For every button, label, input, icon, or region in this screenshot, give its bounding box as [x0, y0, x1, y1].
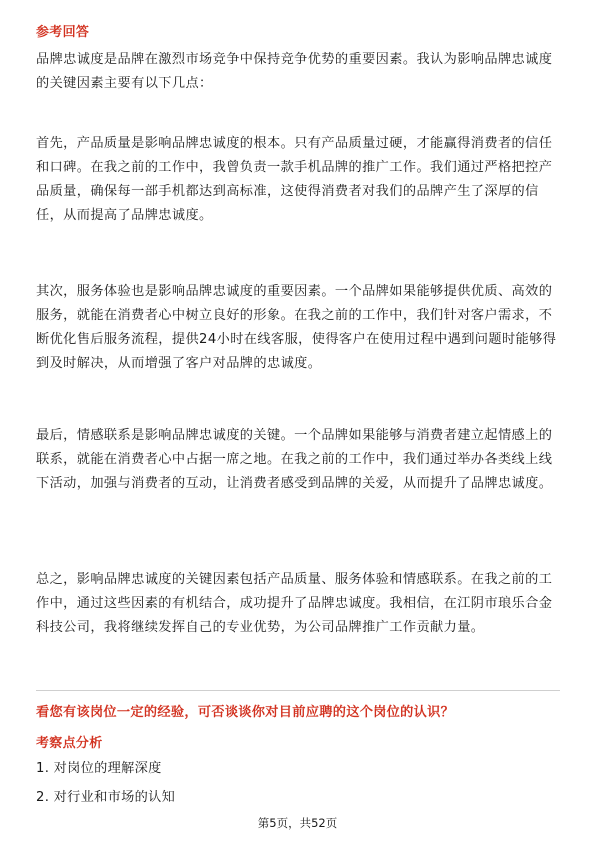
answer-label: 参考回答 [36, 25, 90, 40]
paragraph-quality: 首先，产品质量是影响品牌忠诚度的根本。只有产品质量过硬，才能赢得消费者的信任和口碑。在我之前的工作中，我曾负责一款手机品牌的推广工作。我们通过严格把控产品质量，确保每一部手机都达到高标准，这使得消费者对我们的品牌产生了深厚的信任，从而提高了品牌忠诚度。 [36, 136, 553, 223]
interview-question: 看您有该岗位一定的经验，可否谈谈你对目前应聘的这个岗位的认识？ [36, 705, 455, 720]
section-divider [36, 690, 560, 691]
analysis-label: 考察点分析 [36, 736, 103, 751]
paragraph-intro: 品牌忠诚度是品牌在激烈市场竞争中保持竞争优势的重要因素。我认为影响品牌忠诚度的关键因素主要有以下几点： [36, 52, 553, 91]
page-number-footer: 第5页，共52页 [257, 816, 338, 830]
paragraph-summary: 总之，影响品牌忠诚度的关键因素包括产品质量、服务体验和情感联系。在我之前的工作中，通过这些因素的有机结合，成功提升了品牌忠诚度。我相信，在江阴市琅乐合金科技公司，我将继续发挥自己的专业优势，为公司品牌推广工作贡献力量。 [36, 572, 553, 635]
analysis-item: 1. 对岗位的理解深度 [36, 761, 162, 776]
paragraph-emotion: 最后，情感联系是影响品牌忠诚度的关键。一个品牌如果能够与消费者建立起情感上的联系，就能在消费者心中占据一席之地。在我之前的工作中，我们通过举办各类线上线下活动，加强与消费者的互动，让消费者感受到品牌的关爱，从而提升了品牌忠诚度。 [36, 428, 553, 491]
paragraph-service: 其次，服务体验也是影响品牌忠诚度的重要因素。一个品牌如果能够提供优质、高效的服务，就能在消费者心中树立良好的形象。在我之前的工作中，我们针对客户需求，不断优化售后服务流程，提供24小时在线客服，使得客户在使用过程中遇到问题时能够得到及时解决，从而增强了客户对品牌的忠诚度。 [36, 284, 557, 371]
analysis-item: 2. 对行业和市场的认知 [36, 790, 176, 805]
